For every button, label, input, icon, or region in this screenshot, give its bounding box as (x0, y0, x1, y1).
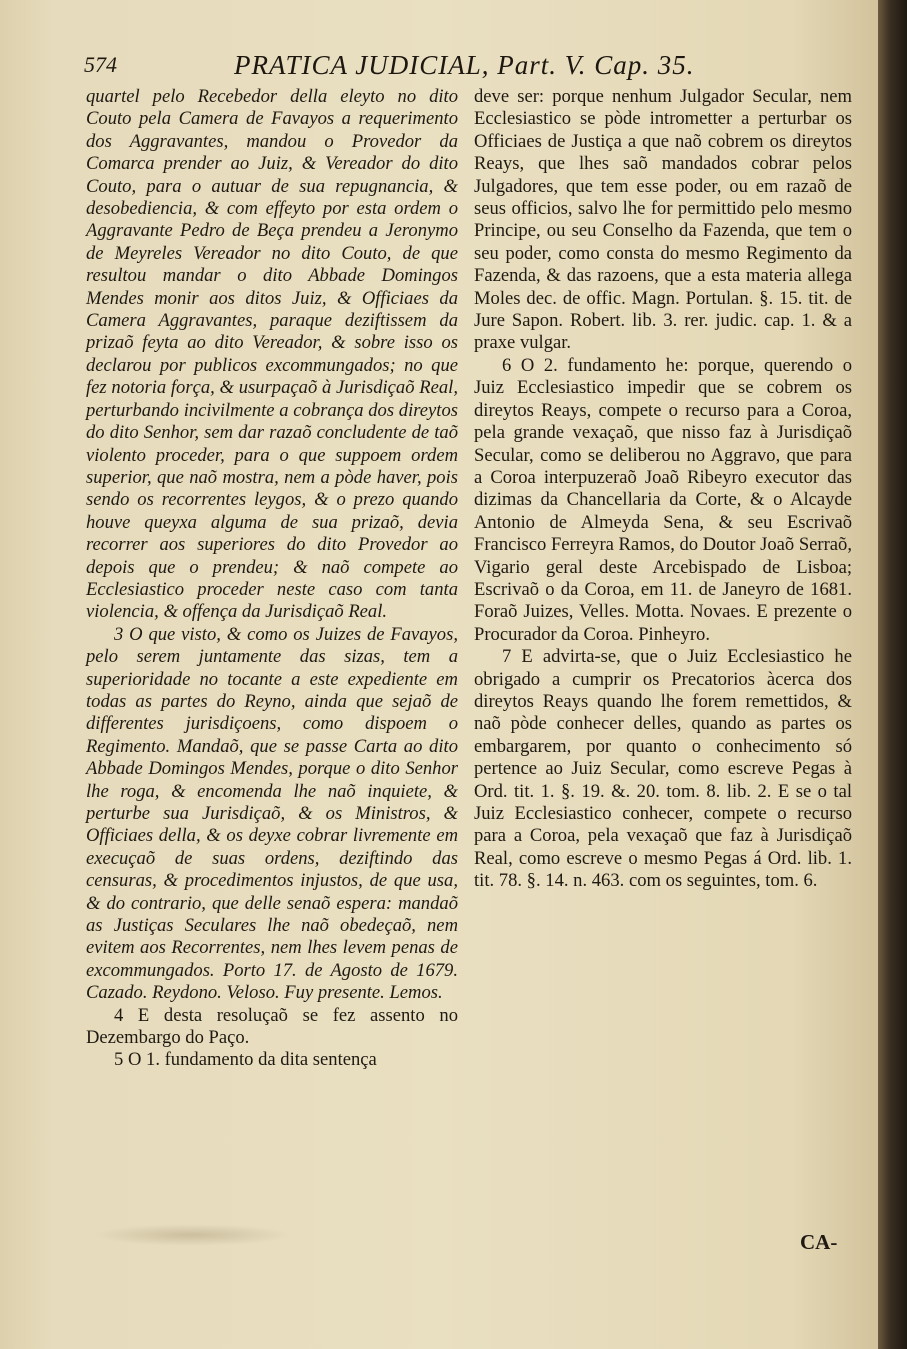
left-column (86, 86, 458, 1072)
page-header (84, 48, 864, 84)
right-paragraph-continued: deve ser: porque nenhum Julgador Secular, nem Ecclesiastico se pòde intrometter a perturbar os Officiaes de Justiça a que naõ cobrem os direytos Reays, que lhes saõ mandados cobrar pelos Julgadores, que tem esse poder, ou em razaõ de seus officios, salvo lhe for permittido pelo mesmo Principe, ou seu Conselho da Fazenda, que tem o seu poder, como consta do mesmo Regimento da Fazenda, & das razoens, que a esta materia allega Moles dec. de offic. Magn. Portulan. §. 15. tit. de Jure Sapon. Robert. lib. 3. rer. judic. cap. 1. & a praxe vulgar. (474, 86, 852, 354)
right-paragraph-7: 7 E advirta-se, que o Juiz Ecclesiastico he obrigado a cumprir os Precatorios àcerca dos direytos Reays quando lhe forem remettidos, & naõ pòde conhecer delles, quando as partes os embargarem, por quanto o conhecimento só pertence ao Juiz Secular, como escreve Pegas à Ord. tit. 1. §. 19. &. 20. tom. 8. lib. 2. E se o tal Juiz Ecclesiastico conhecer, compete o recurso para a Coroa, pela vexaçaõ que faz à Jurisdiçaõ Real, como escreve o mesmo Pegas á Ord. lib. 1. tit. 78. §. 14. n. 463. com os seguintes, tom. 6. (474, 646, 852, 892)
left-paragraph-continued: quartel pelo Recebedor della eleyto no dito Couto pela Camera de Favayos a requerimento dos Aggravantes, mandou o Provedor da Comarca prender ao Juiz, & Vereador do dito Couto, para o autuar de sua repugnancia, & desobediencia, & com effeyto por esta ordem o Aggravante Pedro de Beça prendeu a Jeronymo de Meyreles Vereador no dito Couto, de que resultou mandar o dito Abbade Domingos Mendes monir aos ditos Juiz, & Officiaes da Camera Aggravantes, paraque deziftissem da prizaõ feyta ao dito Vereador, & sobre isso os declarou por publicos excommungados; no que fez notoria força, & usurpaçaõ à Jurisdiçaõ Real, perturbando incivilmente a cobrança dos direytos do dito Senhor, sem dar razaõ concludente de taõ violento proceder, para o que suppoem ordem superior, que naõ mostra, nem a pòde haver, pois sendo os recorrentes leygos, & o prezo quando houve queyxa alguma de sua prizaõ, devia recorrer aos superiores do dito Provedor ao depois que o prendeu; & naõ compete ao Ecclesiastico proceder neste caso com tanta violencia, & offença da Jurisdiçaõ Real. (86, 86, 458, 623)
right-column (474, 86, 852, 893)
ink-smudge (92, 1224, 292, 1246)
page-number: 574 (84, 52, 117, 77)
book-edge-shadow (878, 0, 907, 1349)
left-paragraph-4: 4 E desta resoluçaõ se fez assento no Dezembargo do Paço. (86, 1004, 458, 1049)
left-paragraph-3: 3 O que visto, & como os Juizes de Favayos, pelo serem juntamente das sizas, tem a superioridade no tocante a este expediente em todas as partes do Reyno, ainda que sejaõ de differentes jurisdiçoens, como dispoem o Regimento. Mandaõ, que se passe Carta ao dito Abbade Domingos Mendes, porque o dito Senhor lhe roga, & encomenda lhe naõ inquiete, & perturbe sua Jurisdiçaõ, & os Ministros, & Officiaes della, & os deyxe cobrar livremente em execuçaõ de suas ordens, deziftindo das censuras, & procedimentos injustos, de que usa, & do contrario, que delle senaõ espera: mandaõ as Justiças Seculares lhe naõ obedeçaõ, nem evitem aos Recorrentes, nem lhes levem penas de excommungados. Porto 17. de Agosto de 1679. Cazado. Reydono. Veloso. Fuy presente. Lemos. (86, 623, 458, 1004)
running-title: PRATICA JUDICIAL, Part. V. Cap. 35. (234, 50, 695, 80)
catchword: CA- (800, 1230, 838, 1254)
right-paragraph-6: 6 O 2. fundamento he: porque, querendo o Juiz Ecclesiastico impedir que se cobrem os direytos Reays, compete o recurso para a Coroa, pela grande vexaçaõ, que nisso faz à Jurisdiçaõ Secular, como se deliberou no Aggravo, que para a Coroa interpuzeraõ Joaõ Ribeyro executor das dizimas da Chancellaria da Corte, & o Alcayde Antonio de Almeyda Sena, & seu Escrivaõ Francisco Ferreyra Ramos, do Doutor Joaõ Serraõ, Vigario geral deste Arcebispado de Lisboa; Escrivaõ o da Coroa, em 11. de Janeyro de 1681. Foraõ Juizes, Velles. Motta. Novaes. E prezente o Procurador da Coroa. Pinheyro. (474, 354, 852, 645)
left-paragraph-5: 5 O 1. fundamento da dita sentença (114, 1049, 377, 1071)
